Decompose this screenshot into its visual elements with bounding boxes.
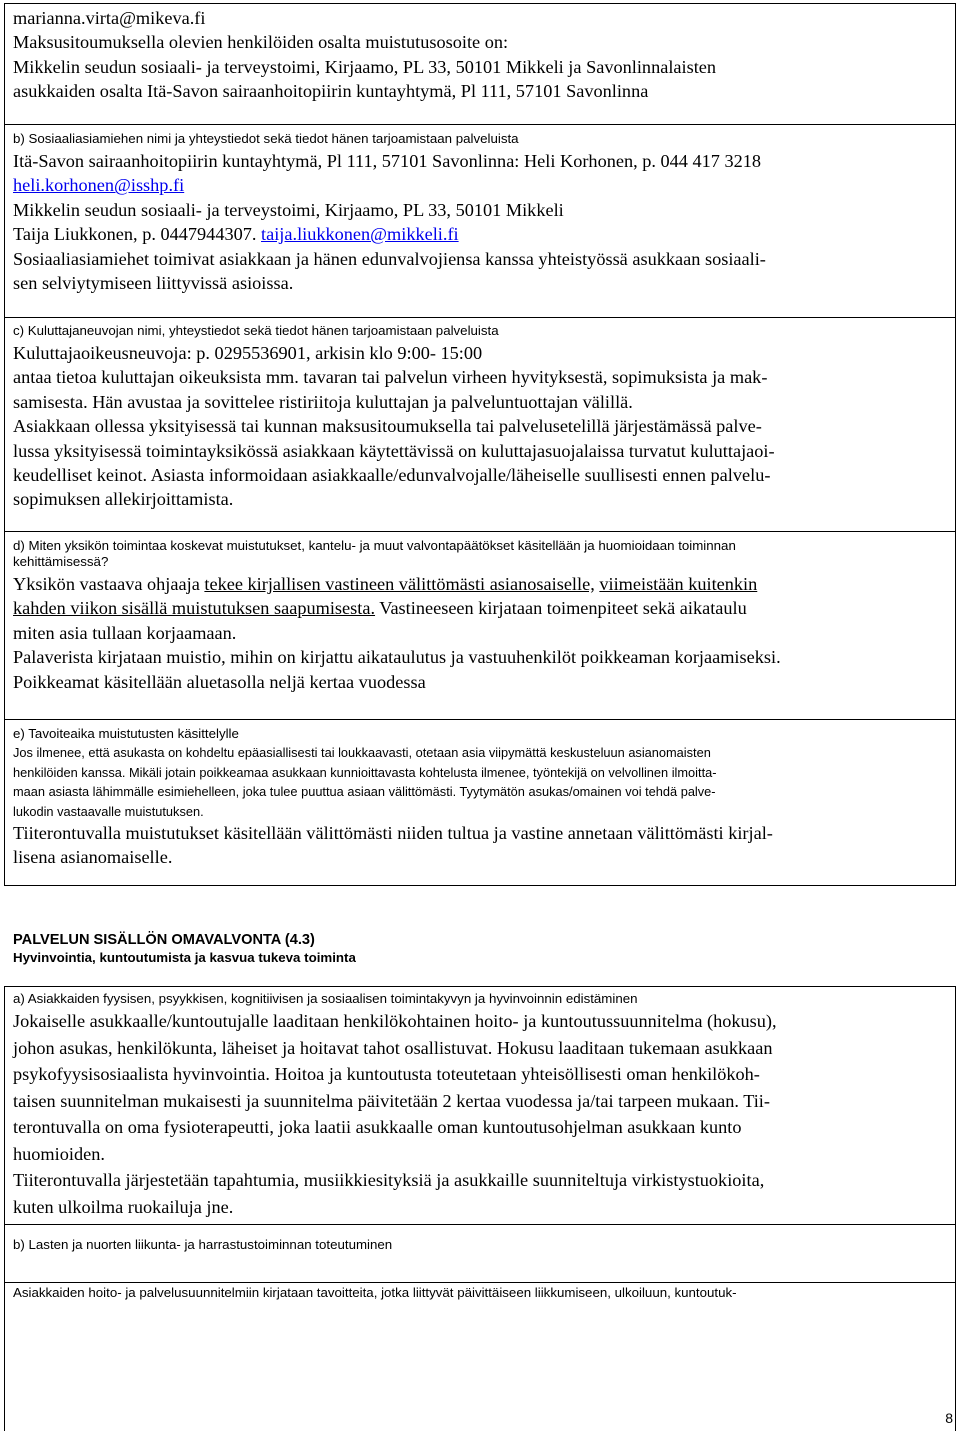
complaint-text-underlined: viimeistään kuitenkin [599, 574, 758, 594]
section-label: b) Sosiaaliasiamiehen nimi ja yhteystiedot sekä tiedot hänen tarjoamistaan palveluista [13, 131, 519, 146]
section-heading: PALVELUN SISÄLLÖN OMAVALVONTA (4.3) [13, 932, 315, 948]
complaint-text-underlined: kahden viikon sisällä muistutuksen saapumisesta. [13, 598, 376, 619]
wellbeing-text: Tiiterontuvalla järjestetään tapahtumia, musiikkiesityksiä ja asukkaille suunniteltuja virkistystuokioita, [13, 1170, 765, 1190]
consumer-advisor-text: antaa tietoa kuluttajan oikeuksista mm. tavaran tai palvelun virheen hyvityksestä, sopimuksista ja mak- [13, 367, 768, 388]
complaint-text: Poikkeamat käsitellään aluetasolla neljä kertaa vuodessa [13, 671, 426, 692]
target-time-text: lukodin vastaavalle muistutuksen. [13, 803, 204, 819]
reminder-address-line: asukkaiden osalta Itä-Savon sairaanhoitopiirin kuntayhtymä, Pl 111, 57101 Savonlinna [13, 81, 649, 102]
target-time-text: lisena asianomaiselle. [13, 847, 173, 868]
consumer-advisor-cell [5, 317, 955, 531]
section-label: b) Lasten ja nuorten liikunta- ja harrastustoiminnan toteutuminen [13, 1237, 393, 1252]
target-time-cell [5, 719, 955, 884]
section-label: e) Tavoiteaika muistutusten käsittelylle [13, 726, 239, 741]
social-ombudsman-cell [5, 124, 955, 317]
complaint-text-underlined: tekee kirjallisen vastineen välittömästi asianosaiselle, [204, 574, 595, 594]
contact-email: marianna.virta@mikeva.fi [13, 8, 206, 28]
section-label: a) Asiakkaiden fyysisen, psyykkisen, kognitiivisen ja sosiaalisen toimintakyvyn ja hyvinvoinnin edistäminen [13, 991, 638, 1006]
reminder-address-cell [5, 3, 955, 124]
complaint-handling-cell [5, 531, 955, 719]
consumer-advisor-text: sopimuksen allekirjoittamista. [13, 489, 234, 510]
ombudsman-email-link[interactable]: heli.korhonen@isshp.fi [13, 175, 185, 196]
ombudsman-contact: Taija Liukkonen, p. 0447944307. [13, 224, 257, 245]
section-label: c) Kuluttajaneuvojan nimi, yhteystiedot sekä tiedot hänen tarjoamistaan palveluista [13, 323, 499, 338]
target-time-text: henkilöiden kanssa. Mikäli jotain poikkeamaa asukkaan kunnioittavasta kohtelusta ilmenee, työntekijä on velvollinen ilmoitta- [13, 764, 717, 780]
wellbeing-text: psykofyysisosiaalista hyvinvointia. Hoitoa ja kuntoutusta toteutetaan yhteisöllisesti oman henkilökoh- [13, 1064, 760, 1084]
page-number: 8 [945, 1410, 953, 1426]
consumer-advisor-text: keudelliset keinot. Asiasta informoidaan asiakkaalle/edunvalvojalle/läheiselle suullisesti ennen palvelu- [13, 465, 771, 486]
care-plan-text: Asiakkaiden hoito- ja palvelusuunnitelmiin kirjataan tavoitteita, jotka liittyvät päivittäiseen liikkumiseen, ulkoiluun, kuntoutuk- [13, 1285, 737, 1300]
ombudsman-contact: Itä-Savon sairaanhoitopiirin kuntayhtymä, Pl 111, 57101 Savonlinna: Heli Korhonen, p. 044 417 3218 [13, 151, 762, 171]
wellbeing-text: Jokaiselle asukkaalle/kuntoutujalle laaditaan henkilökohtainen hoito- ja kuntoutussuunnitelma (hokusu), [13, 1011, 777, 1031]
wellbeing-text: johon asukas, henkilökunta, läheiset ja hoitavat tahot osallistuvat. Hokusu laaditaan tukemaan asukkaan [13, 1037, 773, 1058]
consumer-advisor-text: Asiakkaan ollessa yksityisessä tai kunnan maksusitoumuksella tai palvelusetelillä järjestämässä palve- [13, 416, 762, 437]
consumer-advisor-text: samisesta. Hän avustaa ja sovittelee ristiriitoja kuluttajan ja palveluntuottajan välillä. [13, 391, 633, 412]
wellbeing-cell [5, 986, 955, 1224]
complaint-text: miten asia tullaan korjaamaan. [13, 622, 237, 643]
reminder-address-line: Mikkelin seudun sosiaali- ja terveystoimi, Kirjaamo, PL 33, 50101 Mikkeli ja Savonlinnalaisten [13, 56, 717, 77]
wellbeing-text: taisen suunnitelman mukaisesti ja suunnitelma päivitetään 2 kertaa vuodessa ja/tai tarpeen mukaan. Tii- [13, 1090, 770, 1111]
wellbeing-box [4, 986, 956, 1431]
ombudsman-contact: Mikkelin seudun sosiaali- ja terveystoimi, Kirjaamo, PL 33, 50101 Mikkeli [13, 199, 564, 220]
wellbeing-text: terontuvalla on oma fysioterapeutti, joka laatii asukkaalle oman kuntoutusohjelman asukkaan kunto [13, 1117, 742, 1137]
ombudsman-email-link[interactable]: taija.liukkonen@mikkeli.fi [261, 224, 459, 245]
target-time-text: Jos ilmenee, että asukasta on kohdeltu epäasiallisesti tai loukkaavasti, otetaan asia viipymättä keskusteluun asianomaisten [13, 745, 711, 760]
ombudsman-description: sen selviytymiseen liittyvissä asioissa. [13, 273, 294, 294]
section-label: d) Miten yksikön toimintaa koskevat muistutukset, kantelu- ja muut valvontapäätökset käsitellään ja huomioidaan toiminnan [13, 538, 736, 553]
reminder-intro: Maksusitoumuksella olevien henkilöiden osalta muistutusosoite on: [13, 32, 509, 53]
complaint-text: Yksikön vastaava ohjaaja [13, 574, 205, 594]
wellbeing-text: huomioiden. [13, 1143, 105, 1164]
care-plan-cell [5, 1282, 955, 1431]
consumer-advisor-contact: Kuluttajaoikeusneuvoja: p. 0295536901, arkisin klo 9:00- 15:00 [13, 343, 483, 363]
reminder-box [4, 3, 956, 886]
section-subheading: Hyvinvointia, kuntoutumista ja kasvua tukeva toiminta [13, 950, 356, 965]
complaint-text: Vastineeseen kirjataan toimenpiteet sekä aikataulu [375, 598, 747, 619]
target-time-text: maan asiasta lähimmälle esimiehelleen, joka tulee puuttua asiaan välittömästi. Tyytymätön asukas/omainen voi tehdä palve- [13, 784, 716, 799]
ombudsman-description: Sosiaaliasiamiehet toimivat asiakkaan ja hänen edunvalvojiensa kanssa yhteistyössä asukkaan sosiaali- [13, 248, 766, 269]
consumer-advisor-text: lussa yksityisessä toimintayksikössä asiakkaan käytettävissä on kuluttajasuojalaissa turvatut kuluttajaoi- [13, 440, 775, 461]
wellbeing-text: kuten ulkoilma ruokailuja jne. [13, 1196, 234, 1217]
section-label: kehittämisessä? [13, 554, 109, 569]
youth-activities-cell [5, 1224, 955, 1282]
complaint-text: Palaverista kirjataan muistio, mihin on kirjattu aikataulutus ja vastuuhenkilöt poikkeaman korjaamiseksi. [13, 647, 781, 668]
target-time-text: Tiiterontuvalla muistutukset käsitellään välittömästi niiden tultua ja vastine annetaan välittömästi kirjal- [13, 823, 773, 843]
